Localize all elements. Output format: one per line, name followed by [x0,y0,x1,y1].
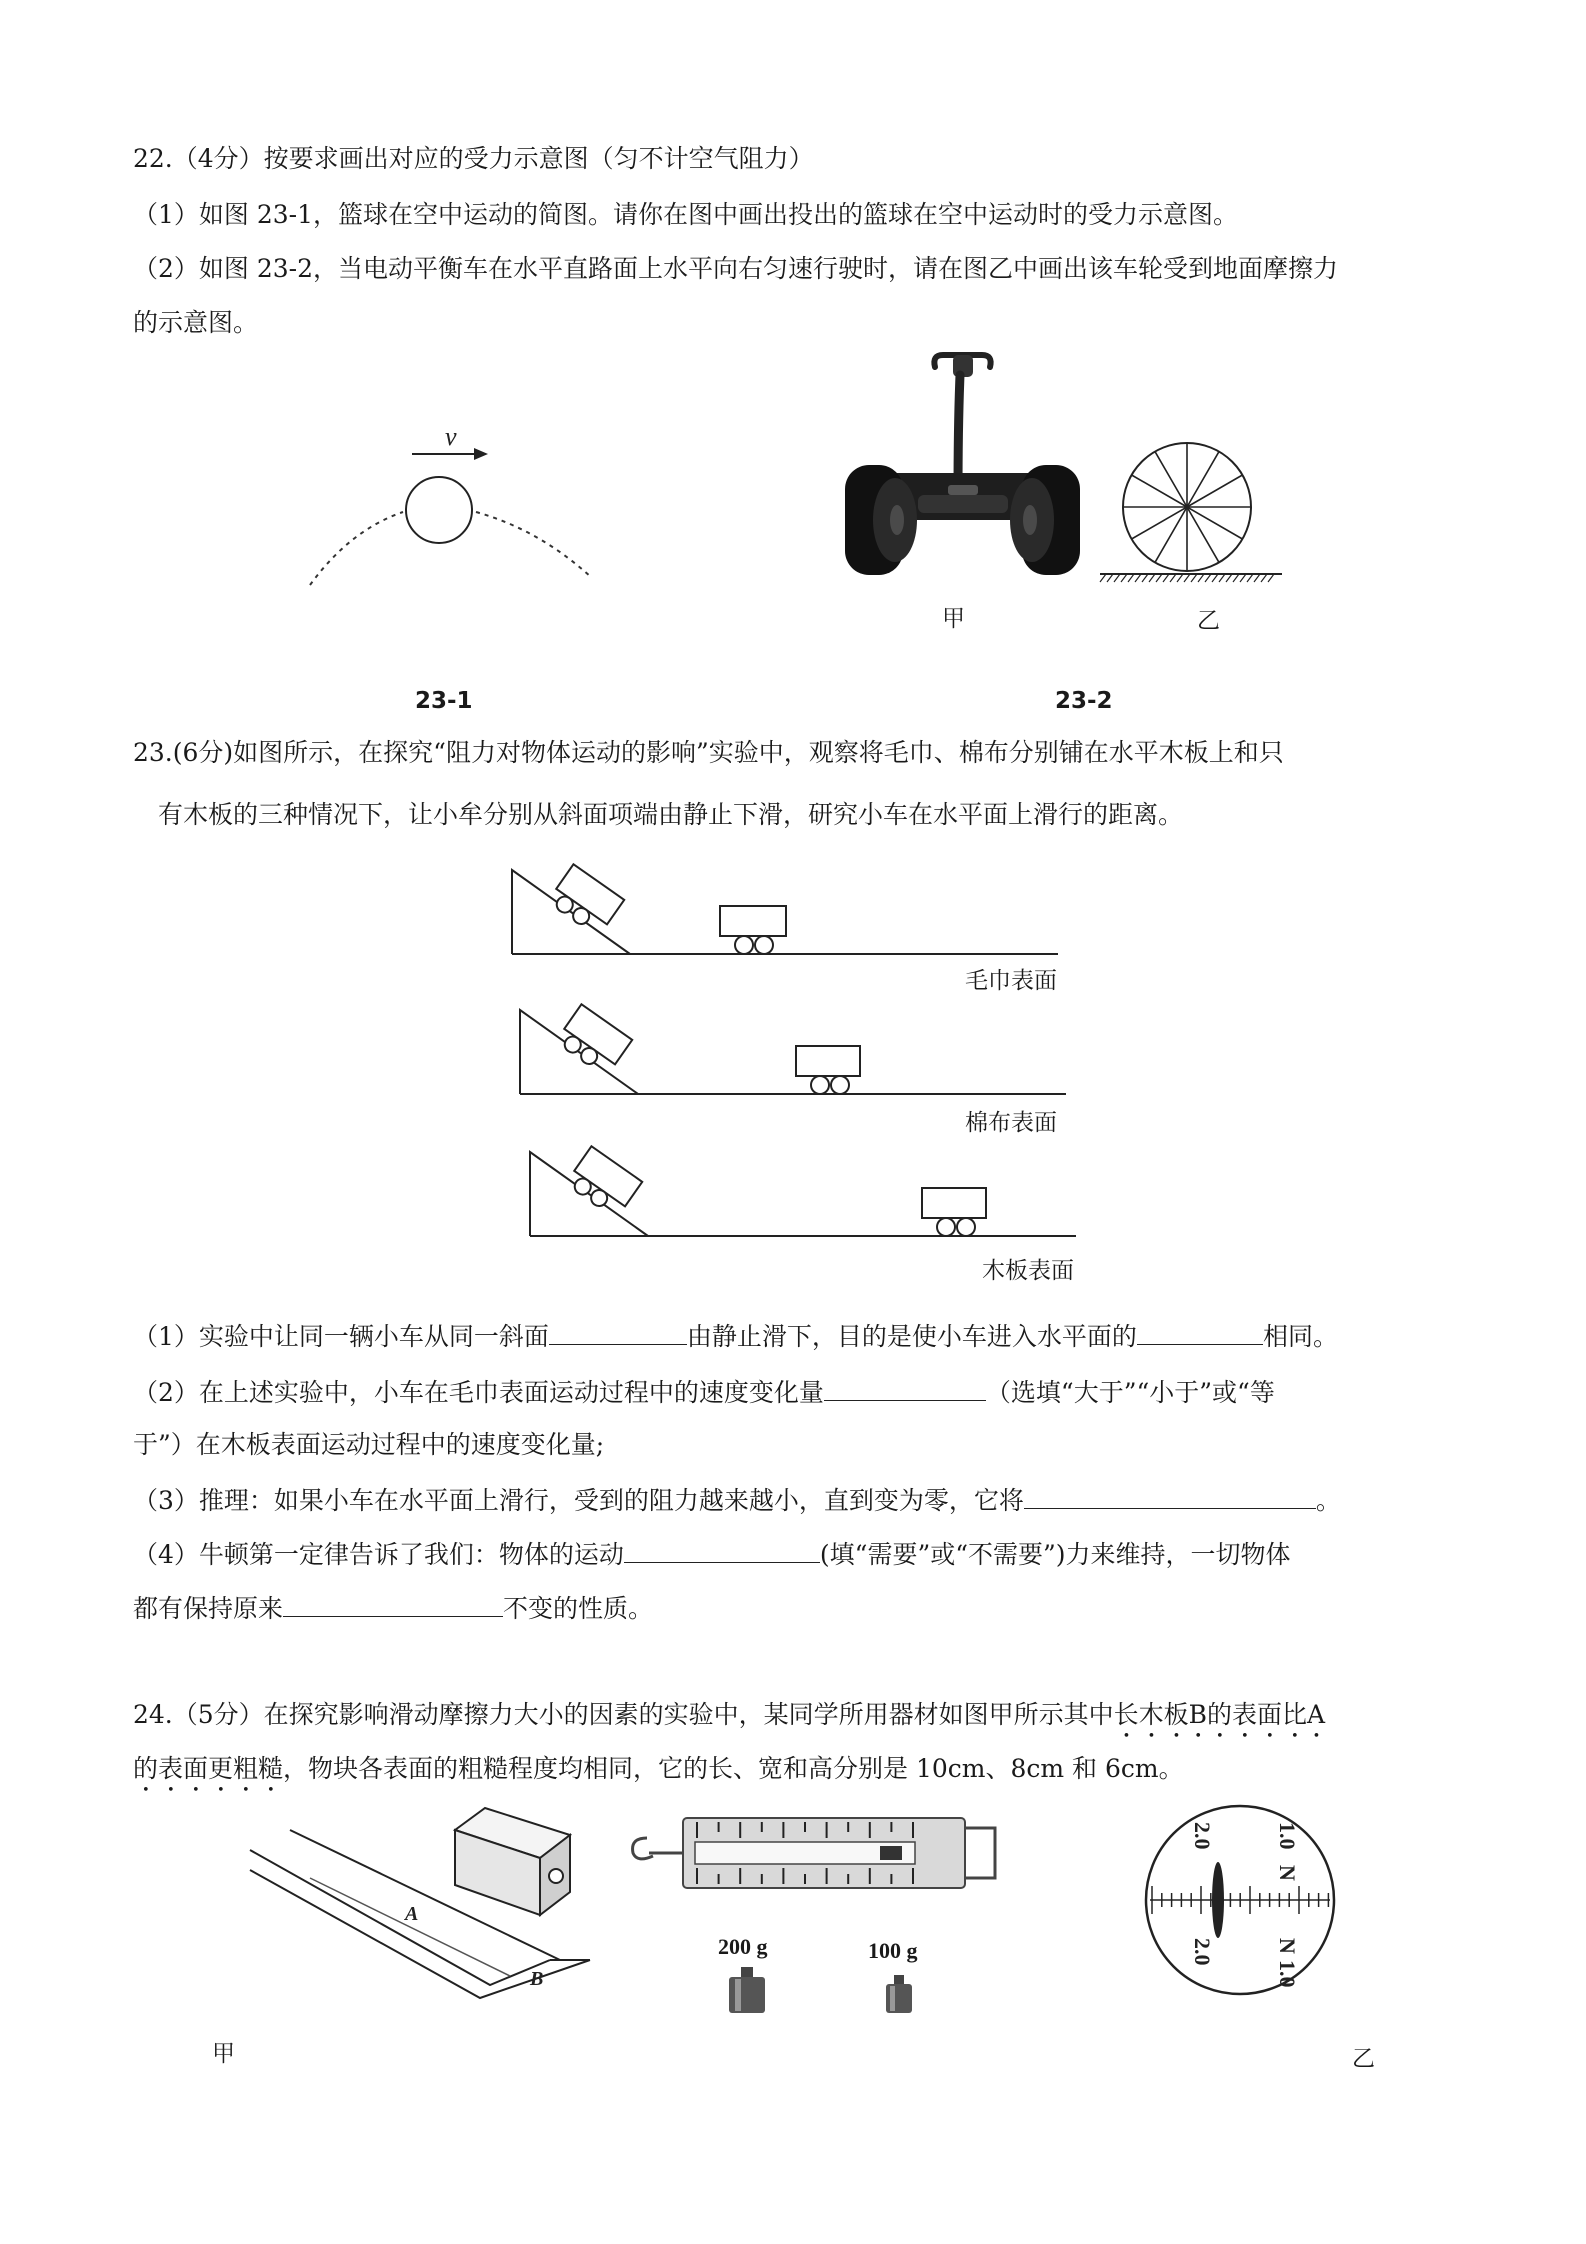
board-a-label: A [405,1903,419,1925]
surface-label-towel: 毛巾表面 [965,968,1057,994]
q23-title-line1: 23.(6分)如图所示，在探究“阻力对物体运动的影响”实验中，观察将毛巾、棉布分别铺在水平木板上和只 [133,738,1284,767]
q22-part1: （1）如图 23-1，篮球在空中运动的简图。请你在图中画出投出的篮球在空中运动时的受力示意图。 [133,200,1239,229]
boards-and-block-figure [250,1800,600,2000]
fig-24-jia-label: 甲 [212,2041,235,2067]
blank-4[interactable] [1024,1482,1316,1509]
blank-3[interactable] [824,1374,986,1401]
basketball [406,477,472,543]
ramp-row-towel [510,860,1070,960]
q22-part2-line1: （2）如图 23-2，当电动平衡车在水平直路面上水平向右匀速行驶时，请在图乙中画出该车轮受到地面摩擦力 [133,254,1339,283]
q22-title: 22.（4分）按要求画出对应的受力示意图（匀不计空气阻力） [133,144,814,173]
fig-24-yi-label: 乙 [1352,2046,1375,2072]
dial-bottom-right: 1.0 [1275,1960,1300,1988]
ramp-row-wood [528,1142,1088,1242]
scale-dial-figure [1140,1800,1340,2000]
blank-2[interactable] [1137,1318,1263,1345]
fig-jia-label: 甲 [942,606,965,632]
weight-200g-label: 200 g [718,1934,768,1959]
balance-scooter-figure [840,345,1085,590]
basketball-trajectory-figure [300,420,610,600]
q22-part2-line2: 的示意图。 [133,308,259,337]
q23-sub2-cont: 于”）在木板表面运动过程中的速度变化量; [133,1430,605,1459]
q23-sub2: （2）在上述实验中，小车在毛巾表面运动过程中的速度变化量 （选填“大于”“小于”或“等 [133,1374,1275,1410]
q23-sub3: （3）推理：如果小车在水平面上滑行，受到的阻力越来越小，直到变为零，它将 。 [133,1482,1341,1518]
board-b-label: B [530,1968,544,1990]
q23-sub4-cont: 都有保持原来 不变的性质。 [133,1590,653,1626]
q24-line2: 的表面更粗糙，物块各表面的粗糙程度均相同，它的长、宽和高分别是 10cm、8cm 和 6cm。 [133,1754,1184,1783]
weight-200g [727,1967,767,2015]
velocity-label: v [445,422,457,451]
ground-hatching [1100,574,1274,582]
blank-1[interactable] [549,1318,687,1345]
surface-label-cotton: 棉布表面 [965,1110,1057,1136]
ramp-row-cotton [518,1000,1078,1100]
dial-bottom-unit: N [1275,1938,1300,1954]
fig-23-2-caption: 23-2 [1055,688,1113,714]
dial-top-unit: N [1275,1865,1300,1881]
dial-bottom-left: 2.0 [1190,1938,1215,1966]
q23-sub1: （1）实验中让同一辆小车从同一斜面 由静止滑下，目的是使小车进入水平面的 相同。 [133,1318,1338,1354]
q23-title-line2: 有木板的三种情况下，让小牟分别从斜面项端由静止下滑，研究小车在水平面上滑行的距离。 [158,800,1184,829]
q23-sub4: （4）牛顿第一定律告诉了我们：物体的运动 (填“需要”或“不需要”)力来维持，一切物体 [133,1536,1291,1572]
spring-scale-figure [625,1808,1005,1898]
blank-6[interactable] [283,1590,503,1617]
weight-100g [884,1975,914,2015]
dial-top-left: 2.0 [1190,1822,1215,1850]
fig-23-1-caption: 23-1 [415,688,473,714]
weight-100g-label: 100 g [868,1938,918,1963]
dial-top-right: 1.0 [1275,1822,1300,1850]
blank-5[interactable] [624,1536,820,1563]
wheel-figure [1100,440,1290,590]
surface-label-wood: 木板表面 [982,1258,1074,1284]
q24-line1: 24.（5分）在探究影响滑动摩擦力大小的因素的实验中，某同学所用器材如图甲所示其中长木板B的表面比A [133,1700,1326,1729]
fig-yi-label: 乙 [1197,608,1220,634]
wooden-block [455,1808,570,1915]
trajectory-right [476,512,592,578]
trajectory-left [310,512,403,585]
